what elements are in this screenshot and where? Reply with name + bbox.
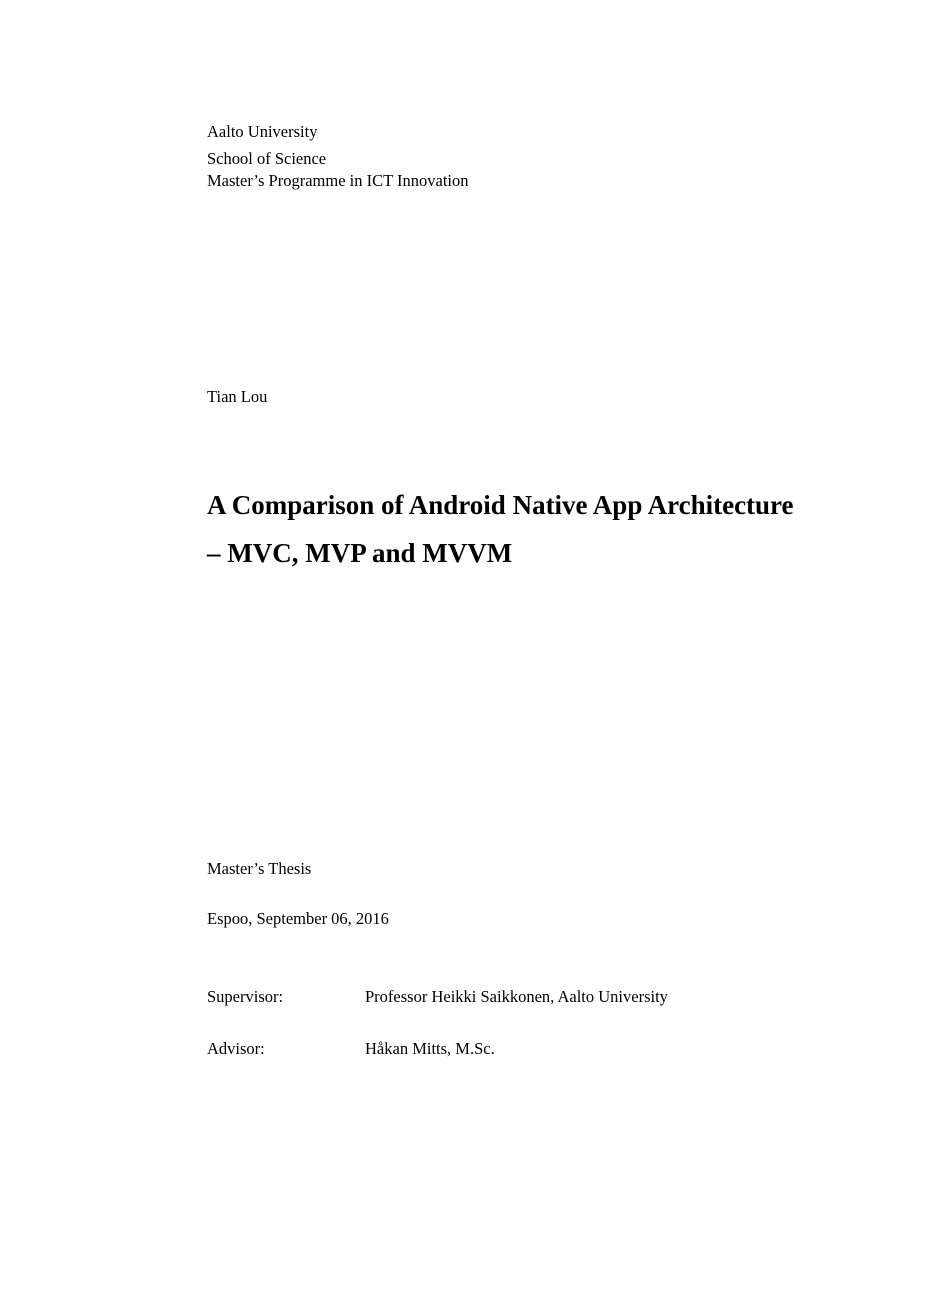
- supervisor-value: Professor Heikki Saikkonen, Aalto University: [365, 987, 668, 1006]
- thesis-title-line-1: A Comparison of Android Native App Architecture: [207, 490, 794, 520]
- school-name: School of Science: [207, 149, 327, 168]
- author-name: Tian Lou: [207, 387, 268, 406]
- thesis-type: Master’s Thesis: [207, 859, 312, 878]
- place-date: Espoo, September 06, 2016: [207, 909, 389, 928]
- thesis-title-line-2: – MVC, MVP and MVVM: [207, 538, 513, 568]
- advisor-value: Håkan Mitts, M.Sc.: [365, 1039, 495, 1058]
- university-name: Aalto University: [207, 122, 318, 141]
- programme-name: Master’s Programme in ICT Innovation: [207, 171, 469, 190]
- advisor-label: Advisor:: [207, 1039, 265, 1058]
- supervisor-label: Supervisor:: [207, 987, 284, 1006]
